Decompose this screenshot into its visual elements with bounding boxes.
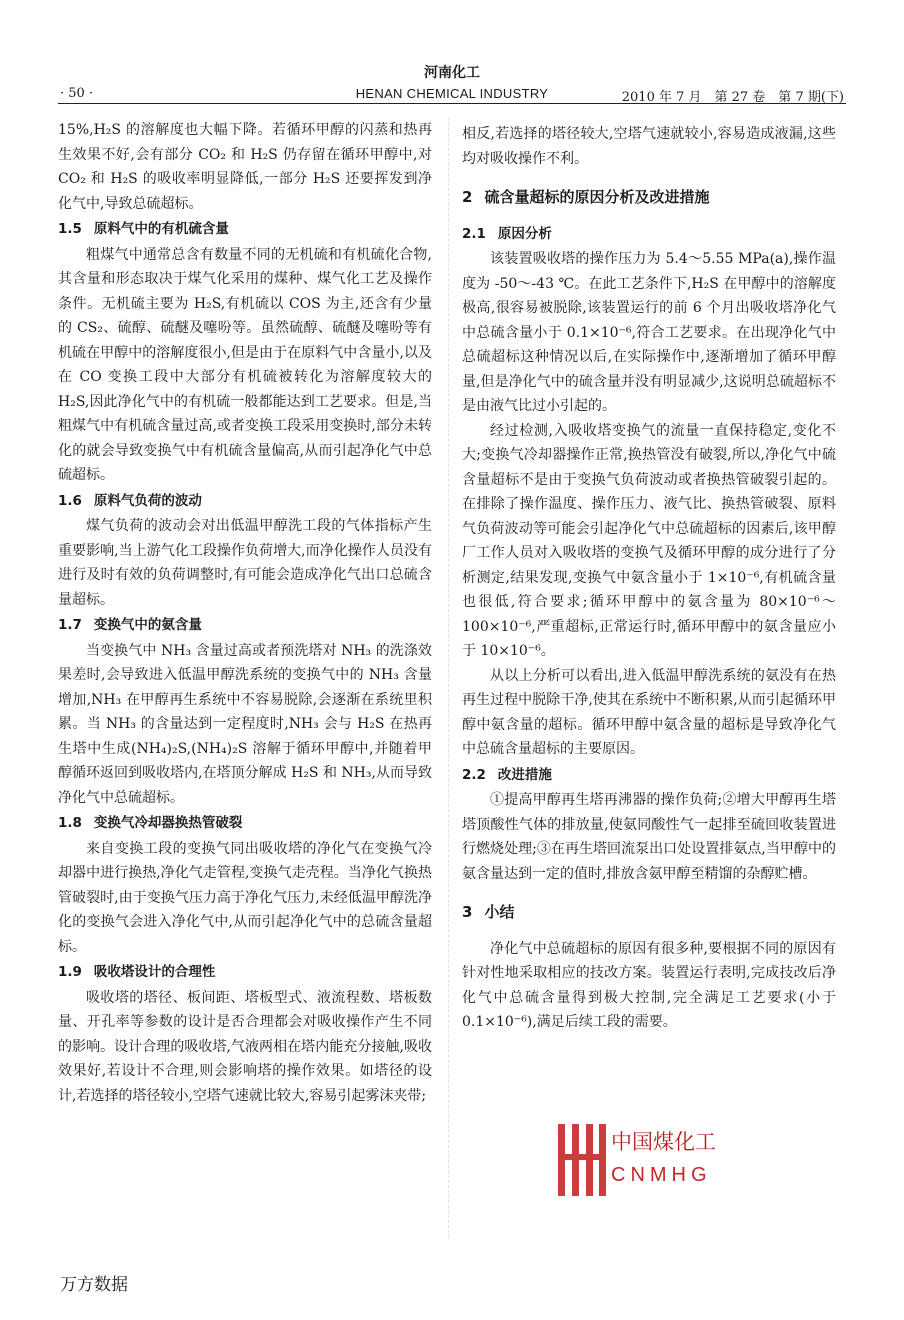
right-column: [462, 122, 836, 1035]
page-number: · 50 ·: [60, 86, 94, 101]
section-2-2-heading: 2.2 改进措施: [462, 766, 552, 783]
watermark-logo: [558, 1124, 828, 1196]
section-2-1-heading: 2.1 原因分析: [462, 225, 552, 242]
journal-title-cn: 河南化工: [424, 65, 480, 81]
left-column: [58, 118, 432, 1108]
section-1-7-body: 当变换气中 NH₃ 含量过高或者预洗塔对 NH₃ 的洗涤效果差时,会导致进入低温甲醇洗系统的变换气中的 NH₃ 含量增加,NH₃ 在甲醇再生系统中不容易脱除,会逐渐在系统里积累。当 NH₃ 的含量达到一定程度时,NH₃ 会与 H₂S 在热再生塔中生成(NH₄)₂S,(NH₄)₂S 溶解于循环甲醇中,并随着甲醇循环返回到吸收塔内,在塔顶分解成 H₂S 和 NH₃,从而导致净化气中总硫超标。: [58, 642, 432, 806]
watermark-text-en: CNMHG: [608, 1164, 715, 1187]
section-2-1-body-a: 该装置吸收塔的操作压力为 5.4～5.55 MPa(a),操作温度为 -50～-43 ℃。在此工艺条件下,H₂S 在甲醇中的溶解度极高,很容易被脱除,该装置运行的前 6 个月出吸收塔净化气中总硫含量小于 0.1×10⁻⁶,符合工艺要求。在出现净化气中总硫超标这种情况以后,在实际操作中,逐渐增加了循环甲醇量,但是净化气中的硫含量并没有明显减少,这说明总硫超标不是由液气比过小引起的。: [462, 251, 836, 414]
section-1-5-heading: 1.5 原料气中的有机硫含量: [58, 221, 229, 237]
section-1-5-body: 粗煤气中通常总含有数量不同的无机硫和有机硫化合物,其含量和形态取决于煤气化采用的煤种、煤气化工艺及操作条件。无机硫主要为 H₂S,有机硫以 COS 为主,还含有少量的 CS₂、硫醇、硫醚及噻吩等。虽然硫醇、硫醚及噻吩等有机硫在甲醇中的溶解度很小,但是由于在原料气中含量小,以及在 CO 变换工段中大部分有机硫被转化为溶解度较大的 H₂S,因此净化气中的有机硫一般都能达到工艺要求。但是,当粗煤气中有机硫含量过高,或者变换工段采用变换时,部分未转化的就会导致变换气中有机硫含量偏高,从而引起净化气中总硫超标。: [58, 246, 432, 483]
paragraph-continued: 15%,H₂S 的溶解度也大幅下降。若循环甲醇的闪蒸和热再生效果不好,会有部分 CO₂ 和 H₂S 仍存留在循环甲醇中,对 CO₂ 和 H₂S 的吸收率明显降低,一部分 H₂S 还要挥发到净化气中,导致总硫超标。: [58, 122, 432, 212]
journal-title-en: HENAN CHEMICAL INDUSTRY: [355, 86, 549, 101]
section-1-9-heading: 1.9 吸收塔设计的合理性: [58, 964, 216, 980]
section-3-heading: 3 小结: [462, 903, 515, 921]
section-1-8-heading: 1.8 变换气冷却器换热管破裂: [58, 815, 243, 831]
column-divider: [448, 118, 449, 1238]
footer-source: 万方数据: [60, 1275, 128, 1295]
paragraph-continued-right: 相反,若选择的塔径较大,空塔气速就较小,容易造成液漏,这些均对吸收操作不利。: [462, 126, 836, 167]
section-1-6-body: 煤气负荷的波动会对出低温甲醇洗工段的气体指标产生重要影响,当上游气化工段操作负荷增大,而净化操作人员没有进行及时有效的负荷调整时,有可能会造成净化气出口总硫含量超标。: [58, 518, 432, 608]
section-1-8-body: 来自变换工段的变换气同出吸收塔的净化气在变换气冷却器中进行换热,净化气走管程,变换气走壳程。当净化气换热管破裂时,由于变换气压力高于净化气压力,未经低温甲醇洗净化的变换气会进入净化气中,从而引起净化气中的总硫含量超标。: [58, 840, 432, 955]
section-3-body: 净化气中总硫超标的原因有很多种,要根据不同的原因有针对性地采取相应的技改方案。装置运行表明,完成技改后净化气中总硫含量得到极大控制,完全满足工艺要求(小于 0.1×10⁻⁶),满足后续工段的需要。: [462, 940, 836, 1030]
issue-info: 2010 年 7 月 第 27 卷 第 7 期(下): [621, 90, 844, 105]
section-1-7-heading: 1.7 变换气中的氨含量: [58, 617, 202, 633]
section-1-6-heading: 1.6 原料气负荷的波动: [58, 492, 202, 509]
watermark-text-cn: 中国煤化工: [608, 1126, 719, 1156]
mh-logo-icon: [558, 1124, 606, 1196]
section-2-1-body-c: 从以上分析可以看出,进入低温甲醇洗系统的氨没有在热再生过程中脱除干净,使其在系统中不断积累,从而引起循环甲醇中氨含量的超标。循环甲醇中氨含量的超标是导致净化气中总硫含量超标的主要原因。: [462, 667, 836, 757]
section-2-heading: 2 硫含量超标的原因分析及改进措施: [462, 188, 710, 206]
header-rule: [58, 103, 846, 104]
section-2-1-body-b: 经过检测,入吸收塔变换气的流量一直保持稳定,变化不大;变换气冷却器操作正常,换热管没有破裂,所以,净化气中硫含量超标不是由于变换气负荷波动或者换热管破裂引起的。在排除了操作温度、操作压力、液气比、换热管破裂、原料气负荷波动等可能会引起净化气中总硫超标的因素后,该甲醇厂工作人员对入吸收塔的变换气及循环甲醇的成分进行了分析测定,结果发现,变换气中氨含量小于 1×10⁻⁶,有机硫含量也很低,符合要求;循环甲醇中的氨含量为 80×10⁻⁶～100×10⁻⁶,严重超标,正常运行时,循环甲醇中的氨含量应小于 10×10⁻⁶。: [462, 422, 836, 659]
section-1-9-body: 吸收塔的塔径、板间距、塔板型式、液流程数、塔板数量、开孔率等参数的设计是否合理都会对吸收操作产生不同的影响。设计合理的吸收塔,气液两相在塔内能充分接触,吸收效果好,若设计不合理,则会影响塔的操作效果。如塔径的设计,若选择的塔径较小,空塔气速就比较大,容易引起雾沫夹带;: [58, 989, 432, 1104]
section-2-2-body: ①提高甲醇再生塔再沸器的操作负荷;②增大甲醇再生塔塔顶酸性气体的排放量,使氨同酸性气一起排至硫回收装置进行燃烧处理;③在再生塔回流泵出口处设置排氨点,当甲醇中的氨含量达到一定的值时,排放含氨甲醇至精馏的杂醇贮槽。: [462, 792, 836, 882]
